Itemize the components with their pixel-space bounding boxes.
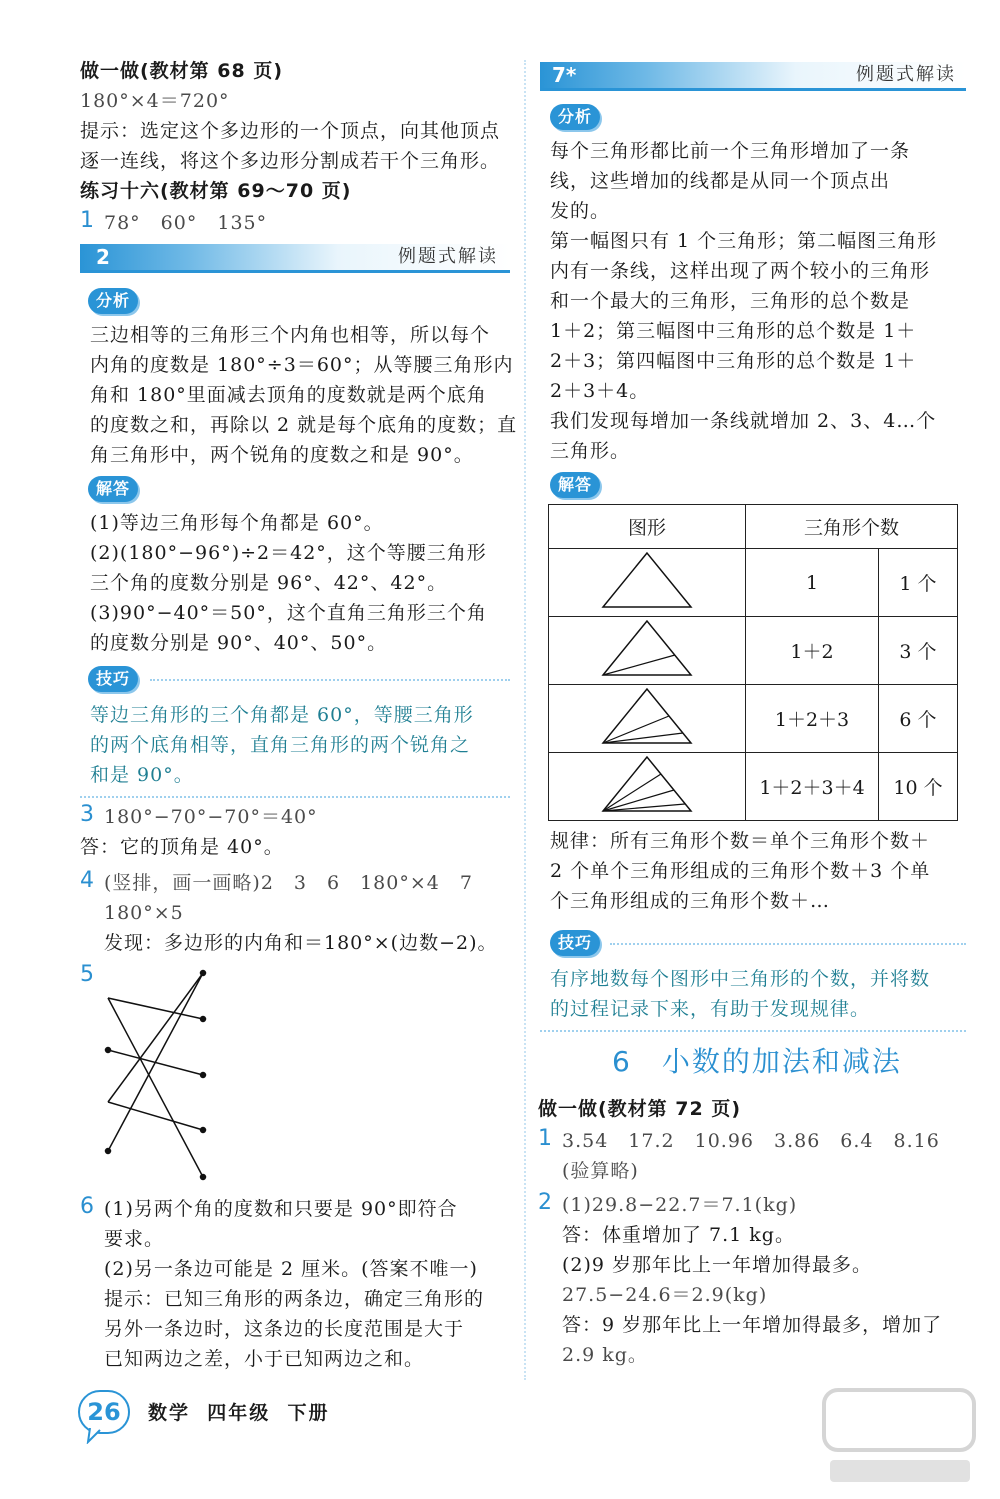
question-number: 4 (80, 868, 95, 893)
solution-line: 的度数分别是 90°、40°、50°。 (90, 632, 388, 654)
answer-line: 2.9 kg。 (562, 1344, 648, 1366)
analysis-line: 内角的度数是 180°÷3＝60°；从等腰三角形内 (90, 354, 514, 376)
tag-tip: 技巧 (88, 666, 138, 692)
tag-answer: 解答 (88, 476, 138, 502)
table-cell: 3 个 (879, 617, 958, 685)
analysis-line: 1＋2；第三幅图中三角形的总个数是 1＋ (550, 320, 917, 342)
question-number: 1 (80, 208, 95, 233)
answer-line: 答：体重增加了 7.1 kg。 (562, 1224, 795, 1246)
triangle-figure (549, 753, 746, 821)
analysis-line: 2＋3；第四幅图中三角形的总个数是 1＋ (550, 350, 917, 372)
page-number: 26 (78, 1390, 130, 1434)
example-bar-number: 7* (552, 63, 577, 87)
answer-line: 78° 60° 135° (104, 212, 268, 234)
table-header-cell: 三角形个数 (746, 505, 958, 549)
analysis-line: 内有一条线，这样出现了两个较小的三角形 (550, 260, 931, 282)
rule-line: 规律：所有三角形个数＝单个三角形个数＋ (550, 830, 931, 852)
tag-analysis: 分析 (550, 104, 600, 130)
tip-line: 的两个底角相等，直角三角形的两个锐角之 (90, 734, 471, 756)
answer-line: 发现：多边形的内角和＝180°×(边数−2)。 (104, 932, 498, 954)
tag-analysis: 分析 (88, 288, 138, 314)
footer-book-info (148, 1398, 330, 1425)
triangle-2-lines (599, 685, 695, 747)
triangle-figure (549, 549, 746, 617)
analysis-line: 三角形。 (550, 440, 631, 462)
tip-line: 的过程记录下来，有助于发现规律。 (550, 998, 871, 1020)
hint-line: 已知两边之差，小于已知两边之和。 (104, 1348, 425, 1370)
footer-volume: 下册 (287, 1402, 330, 1424)
divider (540, 1030, 966, 1032)
heading-practice-16: 练习十六(教材第 69～70 页) (80, 180, 352, 202)
triangle-3-lines (599, 753, 695, 815)
column-divider (524, 60, 526, 1380)
triangle-count-table (548, 504, 958, 821)
analysis-line: 线，这些增加的线都是从同一个顶点出 (550, 170, 891, 192)
table-row (549, 753, 958, 821)
analysis-line: 和一个最大的三角形，三角形的总个数是 (550, 290, 911, 312)
solution-line: (3)90°−40°＝50°，这个直角三角形三个角 (90, 602, 487, 624)
divider (150, 679, 510, 681)
heading-exercise-68: 做一做(教材第 68 页) (80, 60, 284, 82)
divider (80, 796, 510, 798)
hint-line: 提示：已知三角形的两条边，确定三角形的 (104, 1288, 485, 1310)
answer-line: 答：它的顶角是 40°。 (80, 836, 284, 858)
solution-line: (1)等边三角形每个角都是 60°。 (90, 512, 384, 534)
triangle-figure (549, 685, 746, 753)
analysis-line: 角和 180°里面减去顶角的度数就是两个底角 (90, 384, 487, 406)
answer-line: (验算略) (562, 1160, 639, 1182)
answer-line: (2)9 岁那年比上一年增加得最多。 (562, 1254, 873, 1276)
footer-grade: 四年级 (207, 1402, 271, 1424)
table-header-row (549, 505, 958, 549)
divider (610, 943, 966, 945)
divider (80, 270, 510, 273)
answer-line: (2)另一条边可能是 2 厘米。(答案不唯一) (104, 1258, 478, 1280)
table-cell: 1 (746, 549, 879, 617)
answer-line: 3.54 17.2 10.96 3.86 6.4 8.16 (562, 1130, 940, 1152)
answer-line: 答：9 岁那年比上一年增加得最多，增加了 (562, 1314, 943, 1336)
table-cell: 6 个 (879, 685, 958, 753)
table-cell: 1＋2 (746, 617, 879, 685)
answer-line: 要求。 (104, 1228, 165, 1250)
answer-line: 180°×4＝720° (80, 90, 230, 112)
question-number: 5 (80, 962, 95, 987)
analysis-line: 第一幅图只有 1 个三角形；第二幅图三角形 (550, 230, 938, 252)
divider (540, 88, 966, 91)
tip-line: 等边三角形的三个角都是 60°，等腰三角形 (90, 704, 474, 726)
solution-line: (2)(180°−96°)÷2＝42°，这个等腰三角形 (90, 542, 487, 564)
triangle-figure (549, 617, 746, 685)
hint-line: 另外一条边时，这条边的长度范围是大于 (104, 1318, 465, 1340)
table-cell: 1＋2＋3＋4 (746, 753, 879, 821)
analysis-line: 的度数之和，再除以 2 就是每个底角的度数；直 (90, 414, 518, 436)
table-cell: 1＋2＋3 (746, 685, 879, 753)
section-title: 6 小数的加法和减法 (612, 1045, 902, 1078)
table-row (549, 549, 958, 617)
tip-line: 和是 90°。 (90, 764, 194, 786)
answer-line: 180°×5 (104, 902, 184, 924)
speech-tail-icon (86, 1428, 106, 1444)
triangle-1-line (599, 617, 695, 679)
example-bar-number: 2 (96, 245, 110, 269)
table-row (549, 617, 958, 685)
answer-line: 180°−70°−70°＝40° (104, 806, 318, 828)
table-cell: 1 个 (879, 549, 958, 617)
line-segments-figure (100, 965, 220, 1185)
footer-subject: 数学 (148, 1402, 191, 1424)
triangle-0-lines (599, 549, 695, 611)
rule-line: 个三角形组成的三角形个数＋… (550, 890, 831, 912)
watermark-logo-icon (820, 1380, 980, 1490)
answer-line: 27.5−24.6＝2.9(kg) (562, 1284, 768, 1306)
analysis-line: 发的。 (550, 200, 611, 222)
solution-line: 三个角的度数分别是 96°、42°、42°。 (90, 572, 448, 594)
example-bar-title: 例题式解读 (856, 64, 956, 85)
analysis-line: 角三角形中，两个锐角的度数之和是 90°。 (90, 444, 474, 466)
analysis-line: 每个三角形都比前一个三角形增加了一条 (550, 140, 911, 162)
analysis-line: 2＋3＋4。 (550, 380, 650, 402)
question-number: 2 (538, 1190, 553, 1215)
analysis-line: 我们发现每增加一条线就增加 2、3、4…个 (550, 410, 937, 432)
tag-answer: 解答 (550, 472, 600, 498)
tip-line: 有序地数每个图形中三角形的个数，并将数 (550, 968, 931, 990)
rule-line: 2 个单个三角形组成的三角形个数＋3 个单 (550, 860, 931, 882)
analysis-line: 三边相等的三角形三个内角也相等，所以每个 (90, 324, 491, 346)
question-number: 1 (538, 1126, 553, 1151)
answer-line: (竖排，画一画略)2 3 6 180°×4 7 (104, 872, 473, 894)
table-cell: 10 个 (879, 753, 958, 821)
hint-line: 逐一连线，将这个多边形分割成若干个三角形。 (80, 150, 501, 172)
question-number: 3 (80, 802, 95, 827)
table-row (549, 685, 958, 753)
example-bar-title: 例题式解读 (398, 246, 498, 267)
hint-line: 提示：选定这个多边形的一个顶点，向其他顶点 (80, 120, 501, 142)
answer-line: (1)另两个角的度数和只要是 90°即符合 (104, 1198, 458, 1220)
tag-tip: 技巧 (550, 930, 600, 956)
question-number: 6 (80, 1194, 95, 1219)
heading-exercise-72: 做一做(教材第 72 页) (538, 1098, 742, 1120)
answer-line: (1)29.8−22.7＝7.1(kg) (562, 1194, 798, 1216)
table-header-cell: 图形 (549, 505, 746, 549)
